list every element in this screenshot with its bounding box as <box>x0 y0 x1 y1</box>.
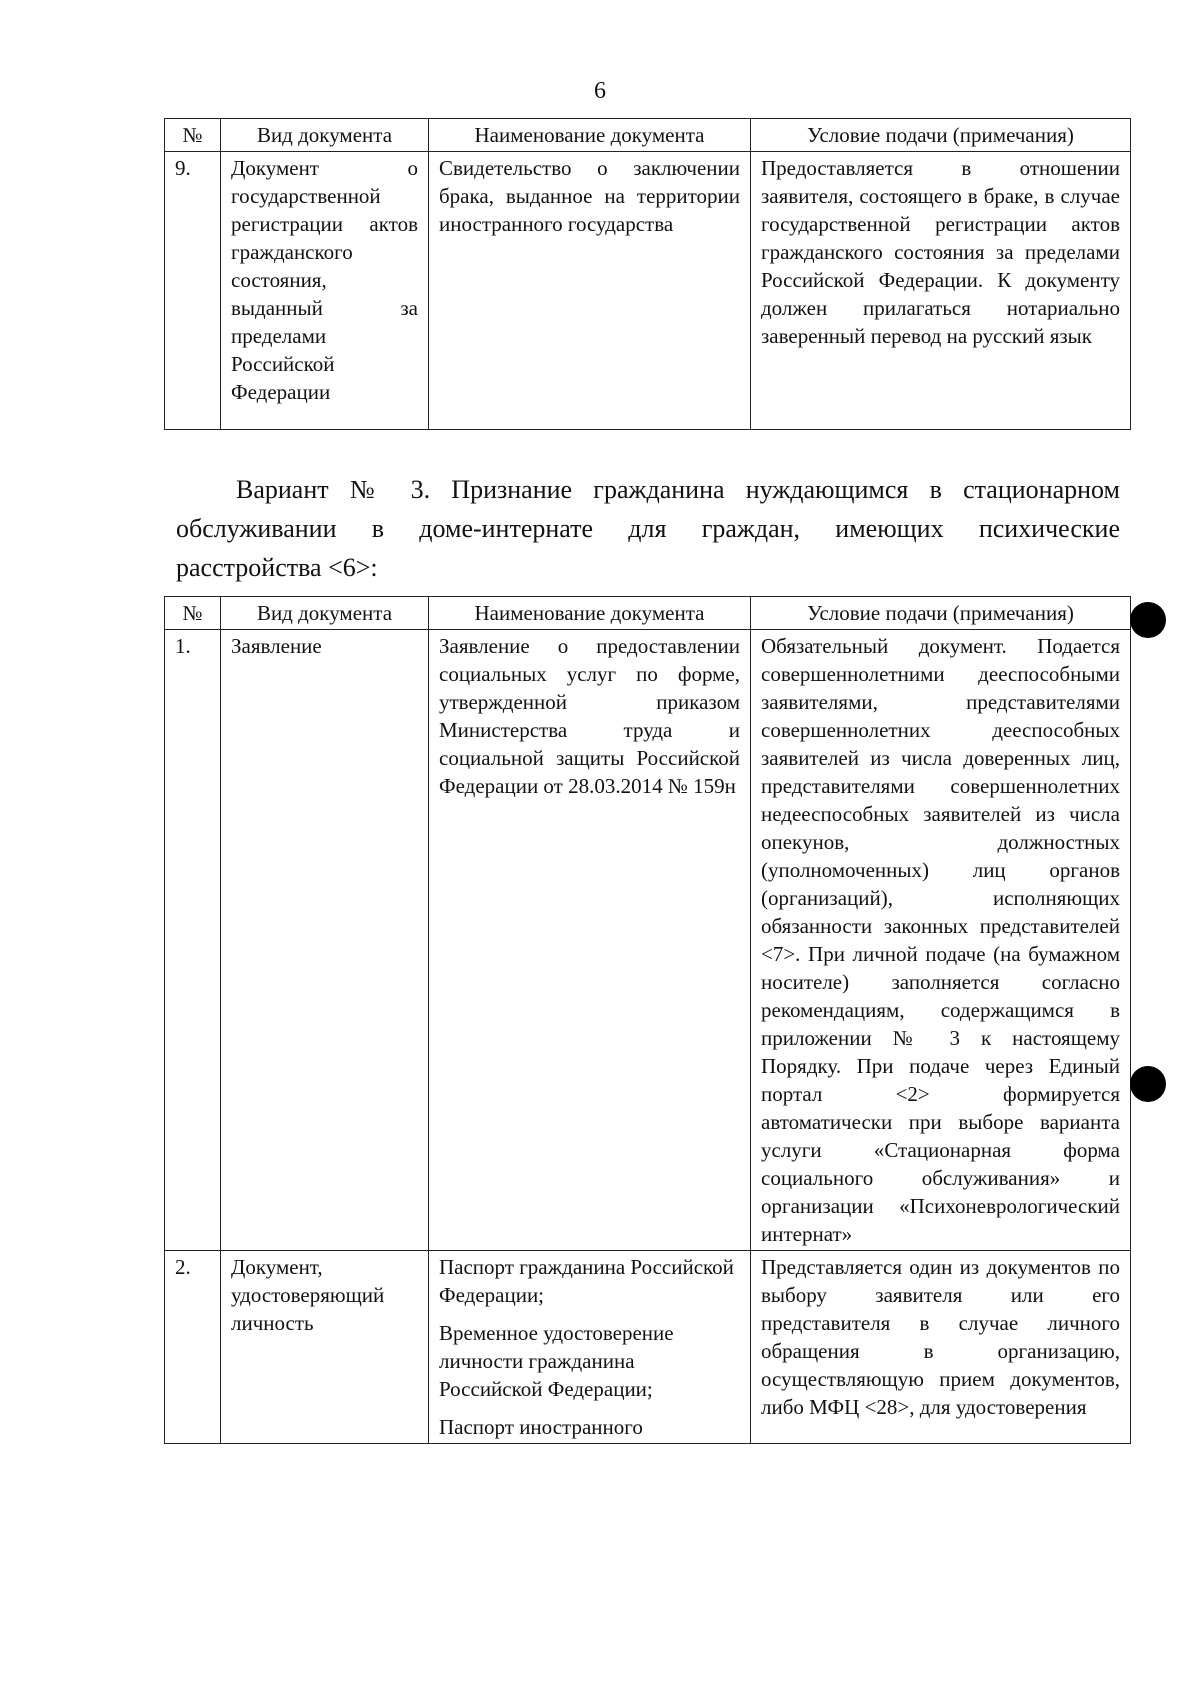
heading-line-2: обслуживании в доме-интернате для граждан, имеющих психические <box>176 514 1120 543</box>
heading-line-3: расстройства <6>: <box>176 553 378 582</box>
header-num: № <box>165 119 221 152</box>
document-name-line: Временное удостоверение личности гражданина Российской Федерации; <box>439 1321 674 1401</box>
row-document-name <box>429 1251 751 1444</box>
row-document-type: Документ, удостоверяющий личность <box>221 1251 429 1444</box>
header-document-type: Вид документа <box>221 597 429 630</box>
row-num: 9. <box>165 152 221 430</box>
heading-line-1: Вариант № 3. Признание гражданина нуждающимся в стационарном <box>236 475 1120 504</box>
table-row <box>165 152 1131 430</box>
header-submission-condition: Условие подачи (примечания) <box>751 597 1131 630</box>
table-header-row <box>165 597 1131 630</box>
punch-hole-mark <box>1130 1066 1166 1102</box>
row-document-type: Заявление <box>221 630 429 1251</box>
documents-table-variant-2 <box>164 118 1131 430</box>
table-header-row <box>165 119 1131 152</box>
section-heading <box>176 470 1120 587</box>
page-number: 6 <box>594 78 606 104</box>
table-row <box>165 630 1131 1251</box>
header-submission-condition: Условие подачи (примечания) <box>751 119 1131 152</box>
header-document-type: Вид документа <box>221 119 429 152</box>
header-document-name: Наименование документа <box>429 597 751 630</box>
row-num: 2. <box>165 1251 221 1444</box>
row-num: 1. <box>165 630 221 1251</box>
header-num: № <box>165 597 221 630</box>
row-submission-condition: Предоставляется в отношении заявителя, состоящего в браке, в случае государственной регистрации актов гражданского состояния за пределами Российской Федерации. К документу должен прилагаться нотариально заверенный перевод на русский язык <box>751 152 1131 430</box>
document-name-line: Заявление о предоставлении социальных услуг по форме, утвержденной приказом Министерства труда и социальной защиты Российской Федерации от 28.03.2014 № 159н <box>439 634 740 798</box>
document-name-line: Паспорт иностранного <box>439 1415 643 1439</box>
document-name-line: Свидетельство о заключении брака, выданное на территории иностранного государства <box>439 156 740 236</box>
document-name-line: Паспорт гражданина Российской Федерации; <box>439 1255 734 1307</box>
row-document-type: Документ о государственной регистрации актов гражданского состояния, выданный за пределами Российской Федерации <box>221 152 429 430</box>
row-submission-condition: Представляется один из документов по выбору заявителя или его представителя в случае личного обращения в организацию, осуществляющую прием документов, либо МФЦ <28>, для удостоверения <box>751 1251 1131 1444</box>
row-document-name <box>429 152 751 430</box>
row-submission-condition: Обязательный документ. Подается совершеннолетними дееспособными заявителями, представителями совершеннолетних дееспособных заявителей из числа доверенных лиц, представителями совершеннолетних недееспособных заявителей из числа опекунов, должностных (уполномоченных) лиц органов (организаций), исполняющих обязанности законных представителей <7>. При личной подаче (на бумажном носителе) заполняется согласно рекомендациям, содержащимся в приложении № 3 к настоящему Порядку. При подаче через Единый портал <2> формируется автоматически при выборе варианта услуги «Стационарная форма социального обслуживания» и организации «Психоневрологический интернат» <box>751 630 1131 1251</box>
header-document-name: Наименование документа <box>429 119 751 152</box>
punch-hole-mark <box>1130 602 1166 638</box>
row-document-name <box>429 630 751 1251</box>
documents-table-variant-3 <box>164 596 1131 1444</box>
table-row <box>165 1251 1131 1444</box>
